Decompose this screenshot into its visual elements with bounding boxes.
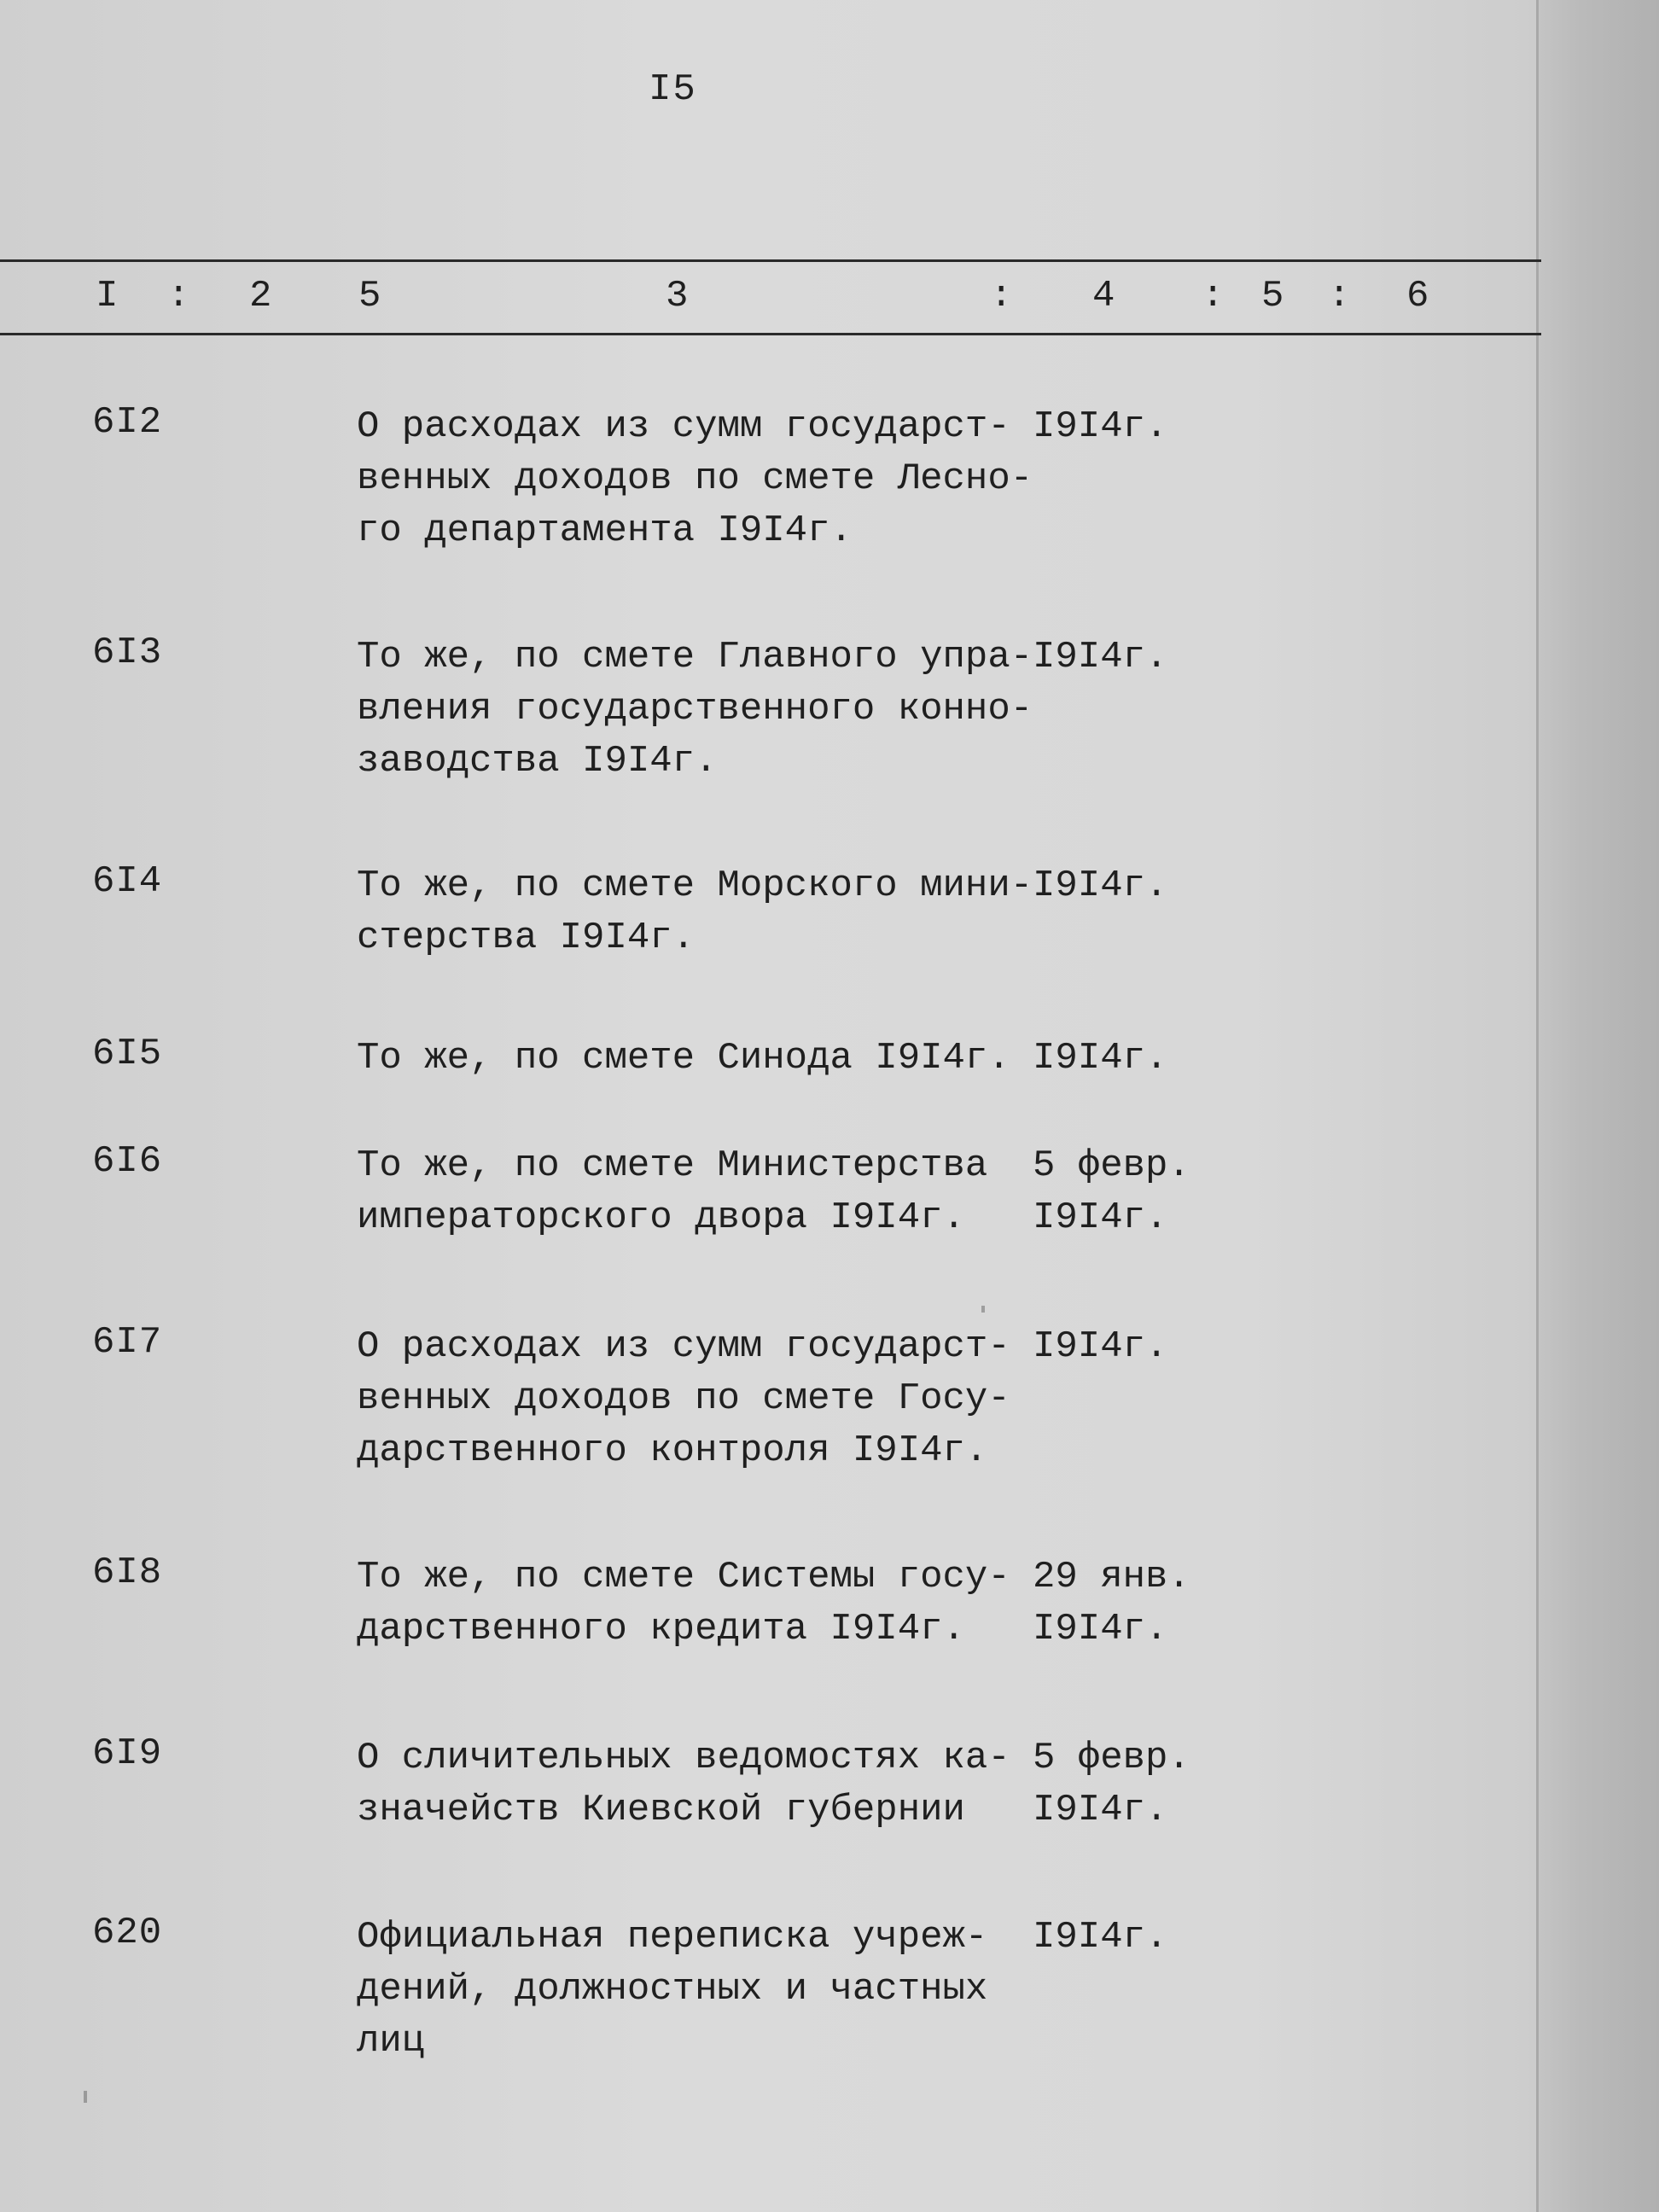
row-date [1033, 1033, 1167, 1085]
header-separator-5: : [1328, 275, 1351, 317]
header-col-2: 2 [249, 275, 272, 317]
header-separator-4: : [1202, 275, 1225, 317]
row-title-line: О сличительных ведомостях ка- [357, 1737, 1010, 1779]
row-number: 6I2 [92, 401, 163, 444]
row-title-line: То же, по смете Министерства [357, 1144, 988, 1187]
row-date-line: 29 янв. [1033, 1556, 1190, 1598]
row-number: 6I3 [92, 632, 163, 674]
header-col-4: 4 [1092, 275, 1115, 317]
row-title-line: вления государственного конно- [357, 688, 1033, 731]
row-title-line: То же, по смете Главного упра- [357, 636, 1033, 678]
row-title-line: венных доходов по смете Госу- [357, 1377, 1010, 1420]
row-date-line: I9I4г. [1033, 636, 1168, 678]
page-number: I5 [649, 68, 697, 111]
header-separator-1: : [167, 275, 190, 317]
row-title-line: дений, должностных и частных [357, 1968, 988, 2011]
row-date-line: I9I4г. [1033, 1037, 1168, 1080]
row-title-line: То же, по смете Морского мини- [357, 864, 1033, 907]
row-date-line: I9I4г. [1033, 405, 1168, 448]
row-date-line: I9I4г. [1033, 864, 1168, 907]
row-date [1033, 1321, 1167, 1373]
row-title-line: го департамента I9I4г. [357, 509, 853, 552]
paper-speck [981, 1306, 985, 1313]
row-title-line: О расходах из сумм государст- [357, 405, 1010, 448]
row-date-line: I9I4г. [1033, 1789, 1168, 1831]
row-title [357, 1033, 1022, 1085]
row-title-line: дарственного контроля I9I4г. [357, 1429, 988, 1472]
row-number: 6I7 [92, 1321, 163, 1364]
row-title [357, 1912, 1022, 2068]
row-title-line: дарственного кредита I9I4г. [357, 1608, 965, 1650]
row-title [357, 860, 1033, 964]
header-bottom-rule [0, 333, 1541, 335]
row-date-line: 5 февр. [1033, 1144, 1190, 1187]
page-edge-shadow [1536, 0, 1659, 2212]
row-number: 6I5 [92, 1033, 163, 1075]
header-col-2b: 5 [358, 275, 381, 317]
row-date [1033, 1912, 1167, 1964]
row-date [1033, 632, 1167, 684]
row-date-line: 5 февр. [1033, 1737, 1190, 1779]
row-title-line: императорского двора I9I4г. [357, 1196, 965, 1239]
row-number: 620 [92, 1912, 163, 1954]
row-date [1033, 860, 1167, 912]
row-date-line: I9I4г. [1033, 1325, 1168, 1368]
row-title-line: стерства I9I4г. [357, 917, 696, 959]
row-number: 6I8 [92, 1551, 163, 1594]
row-date-line: I9I4г. [1033, 1608, 1168, 1650]
header-separator-3: : [990, 275, 1013, 317]
row-title [357, 1321, 1022, 1477]
header-col-1: I [96, 275, 119, 317]
row-title-line: То же, по смете Системы госу- [357, 1556, 1010, 1598]
row-title-line: О расходах из сумм государст- [357, 1325, 1010, 1368]
row-date [1033, 1551, 1190, 1656]
row-date [1033, 401, 1167, 453]
row-title [357, 1551, 1022, 1656]
row-title-line: То же, по смете Синода I9I4г. [357, 1037, 1010, 1080]
row-title [357, 632, 1033, 788]
header-col-6: 6 [1406, 275, 1429, 317]
row-title-line: Официальная переписка учреж- [357, 1916, 988, 1959]
row-title-line: заводства I9I4г. [357, 740, 718, 783]
row-title [357, 401, 1033, 557]
row-title-line: лиц [357, 2020, 425, 2063]
header-top-rule [0, 259, 1541, 262]
row-date-line: I9I4г. [1033, 1196, 1168, 1239]
row-title-line: венных доходов по смете Лесно- [357, 457, 1033, 500]
header-col-5: 5 [1261, 275, 1284, 317]
header-col-3: 3 [666, 275, 689, 317]
row-title-line: значейств Киевской губернии [357, 1789, 965, 1831]
row-number: 6I9 [92, 1732, 163, 1775]
row-title [357, 1140, 1022, 1244]
row-number: 6I4 [92, 860, 163, 903]
row-title [357, 1732, 1022, 1837]
paper-speck [84, 2091, 87, 2103]
row-date [1033, 1140, 1190, 1244]
row-date-line: I9I4г. [1033, 1916, 1168, 1959]
row-number: 6I6 [92, 1140, 163, 1183]
row-date [1033, 1732, 1190, 1837]
